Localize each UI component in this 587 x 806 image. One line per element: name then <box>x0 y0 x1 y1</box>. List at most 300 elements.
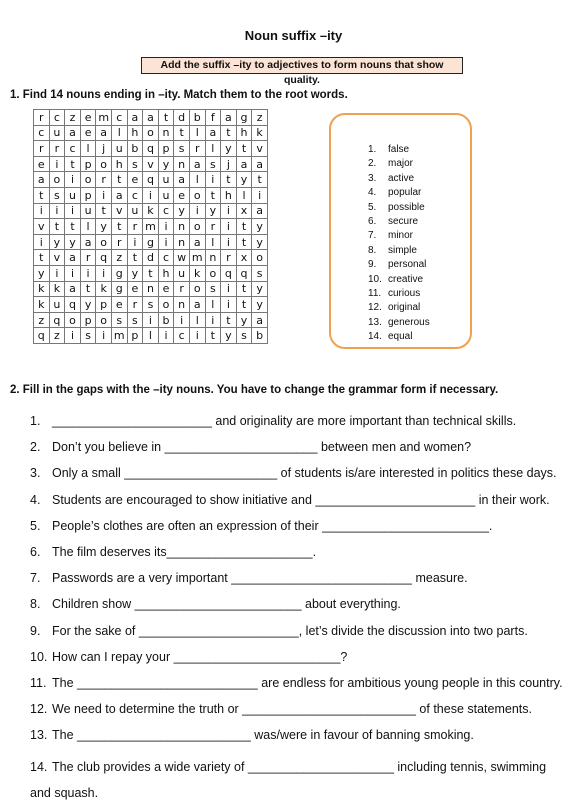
grid-cell[interactable]: b <box>189 110 205 126</box>
grid-row <box>34 172 268 188</box>
grid-cell[interactable]: q <box>34 328 50 344</box>
grid-cell[interactable]: w <box>174 250 190 266</box>
grid-cell[interactable]: k <box>34 281 50 297</box>
grid-cell[interactable]: l <box>236 187 252 203</box>
grid-cell[interactable]: y <box>236 312 252 328</box>
root-word-item <box>368 301 430 315</box>
grid-cell[interactable]: l <box>80 219 96 235</box>
grid-cell[interactable]: l <box>189 172 205 188</box>
grid-cell[interactable]: a <box>252 203 268 219</box>
grid-cell[interactable]: i <box>189 328 205 344</box>
grid-cell[interactable]: l <box>205 234 221 250</box>
grid-cell[interactable]: o <box>189 219 205 235</box>
grid-cell[interactable]: a <box>236 156 252 172</box>
root-word-item <box>368 143 430 157</box>
root-word-item <box>368 244 430 258</box>
root-word-item <box>368 201 430 215</box>
grid-cell[interactable]: u <box>65 187 81 203</box>
grid-cell[interactable]: y <box>49 234 65 250</box>
root-word-text: curious <box>388 288 421 300</box>
root-word-item <box>368 172 430 186</box>
grid-cell[interactable]: h <box>127 125 143 141</box>
grid-row <box>34 328 268 344</box>
grid-cell[interactable]: y <box>221 141 237 157</box>
grid-cell[interactable]: r <box>34 110 50 126</box>
grid-cell[interactable]: c <box>65 141 81 157</box>
sentence-number: 11. <box>30 675 47 690</box>
grid-cell[interactable]: i <box>127 234 143 250</box>
sentence-number: 6. <box>30 544 41 559</box>
grid-cell[interactable]: y <box>174 203 190 219</box>
grid-cell[interactable]: r <box>205 219 221 235</box>
grid-cell[interactable]: q <box>49 312 65 328</box>
grid-cell[interactable]: a <box>252 312 268 328</box>
gap-sentence <box>30 650 570 676</box>
grid-cell[interactable]: q <box>96 250 112 266</box>
root-word-number: 9. <box>368 259 377 271</box>
grid-cell[interactable]: b <box>127 141 143 157</box>
gap-sentence <box>30 519 570 545</box>
grid-cell[interactable]: n <box>205 250 221 266</box>
root-word-number: 10. <box>368 273 382 285</box>
grid-cell[interactable]: i <box>80 265 96 281</box>
gap-fill-list <box>30 414 570 806</box>
grid-cell[interactable]: i <box>158 234 174 250</box>
grid-cell[interactable]: o <box>65 312 81 328</box>
grid-cell[interactable]: l <box>189 312 205 328</box>
grid-cell[interactable]: o <box>80 172 96 188</box>
grid-cell[interactable]: i <box>221 281 237 297</box>
grid-cell[interactable]: f <box>205 110 221 126</box>
grid-cell[interactable]: i <box>158 219 174 235</box>
grid-cell[interactable]: s <box>49 187 65 203</box>
grid-cell[interactable]: i <box>65 265 81 281</box>
grid-cell[interactable]: i <box>221 219 237 235</box>
grid-cell[interactable]: v <box>34 219 50 235</box>
grid-cell[interactable]: p <box>127 328 143 344</box>
grid-cell[interactable]: i <box>96 328 112 344</box>
grid-cell[interactable]: t <box>221 312 237 328</box>
grid-cell[interactable]: g <box>236 110 252 126</box>
grid-cell[interactable]: k <box>143 203 159 219</box>
grid-cell[interactable]: s <box>127 312 143 328</box>
grid-cell[interactable]: l <box>80 141 96 157</box>
grid-cell[interactable]: o <box>96 234 112 250</box>
grid-cell[interactable]: a <box>127 110 143 126</box>
grid-cell[interactable]: z <box>65 110 81 126</box>
sentence-number: 2. <box>30 440 41 455</box>
root-word-number: 12. <box>368 302 382 314</box>
grid-cell[interactable]: t <box>252 172 268 188</box>
grid-cell[interactable]: q <box>221 265 237 281</box>
grid-cell[interactable]: y <box>236 172 252 188</box>
root-word-text: simple <box>388 244 417 256</box>
root-words-list <box>368 143 430 345</box>
grid-cell[interactable]: y <box>127 265 143 281</box>
grid-cell[interactable]: i <box>65 172 81 188</box>
grid-cell[interactable]: b <box>158 312 174 328</box>
grid-row <box>34 219 268 235</box>
grid-cell[interactable]: j <box>221 156 237 172</box>
grid-cell[interactable]: r <box>96 172 112 188</box>
grid-cell[interactable]: v <box>49 250 65 266</box>
grid-cell[interactable]: e <box>111 297 127 313</box>
grid-cell[interactable]: r <box>174 281 190 297</box>
grid-cell[interactable]: i <box>158 328 174 344</box>
grid-cell[interactable]: e <box>80 125 96 141</box>
grid-cell[interactable]: t <box>111 219 127 235</box>
grid-cell[interactable]: a <box>189 234 205 250</box>
grid-cell[interactable]: i <box>96 265 112 281</box>
grid-cell[interactable]: t <box>236 297 252 313</box>
grid-cell[interactable]: u <box>80 203 96 219</box>
grid-cell[interactable]: y <box>221 328 237 344</box>
grid-cell[interactable]: t <box>65 219 81 235</box>
grid-cell[interactable]: z <box>111 250 127 266</box>
grid-cell[interactable]: r <box>189 141 205 157</box>
root-word-number: 13. <box>368 316 382 328</box>
sentence-text: Only a small ______________________ of students is/are interested in politics these days. <box>52 466 557 481</box>
grid-cell[interactable]: o <box>96 156 112 172</box>
grid-cell[interactable]: i <box>221 297 237 313</box>
grid-cell[interactable]: s <box>205 281 221 297</box>
grid-cell[interactable]: o <box>189 281 205 297</box>
grid-cell[interactable]: n <box>174 156 190 172</box>
grid-cell[interactable]: s <box>127 156 143 172</box>
grid-cell[interactable]: p <box>80 312 96 328</box>
sentence-number: 8. <box>30 597 41 612</box>
grid-cell[interactable]: n <box>158 125 174 141</box>
grid-cell[interactable]: z <box>34 312 50 328</box>
grid-cell[interactable]: p <box>96 297 112 313</box>
grid-cell[interactable]: c <box>174 328 190 344</box>
grid-cell[interactable]: o <box>143 125 159 141</box>
grid-cell[interactable]: q <box>143 141 159 157</box>
grid-cell[interactable]: r <box>111 234 127 250</box>
grid-cell[interactable]: j <box>96 141 112 157</box>
grid-cell[interactable]: x <box>236 203 252 219</box>
grid-cell[interactable]: v <box>143 156 159 172</box>
grid-cell[interactable]: i <box>34 234 50 250</box>
grid-cell[interactable]: q <box>143 172 159 188</box>
grid-cell[interactable]: h <box>111 156 127 172</box>
grid-row <box>34 250 268 266</box>
grid-cell[interactable]: a <box>221 110 237 126</box>
sentence-text: People’s clothes are often an expression of their ________________________. <box>52 518 493 533</box>
grid-cell[interactable]: r <box>80 250 96 266</box>
root-word-text: popular <box>388 187 422 199</box>
grid-cell[interactable]: t <box>158 110 174 126</box>
root-word-text: original <box>388 302 421 314</box>
grid-cell[interactable]: s <box>143 297 159 313</box>
grid-cell[interactable]: s <box>111 312 127 328</box>
grid-cell[interactable]: q <box>65 297 81 313</box>
grid-cell[interactable]: c <box>34 125 50 141</box>
sentence-text: The film deserves its_____________________. <box>52 544 317 559</box>
grid-cell[interactable]: n <box>174 219 190 235</box>
grid-cell[interactable]: v <box>111 203 127 219</box>
grid-cell[interactable]: t <box>221 172 237 188</box>
grid-cell[interactable]: n <box>174 297 190 313</box>
root-word-number: 4. <box>368 187 377 199</box>
grid-cell[interactable]: t <box>143 265 159 281</box>
grid-cell[interactable]: i <box>189 203 205 219</box>
grid-cell[interactable]: h <box>221 187 237 203</box>
grid-cell[interactable]: a <box>65 250 81 266</box>
grid-cell[interactable]: i <box>65 203 81 219</box>
grid-cell[interactable]: m <box>189 250 205 266</box>
gap-sentence <box>30 702 570 728</box>
grid-cell[interactable]: g <box>111 281 127 297</box>
grid-cell[interactable]: i <box>49 265 65 281</box>
grid-cell[interactable]: y <box>65 234 81 250</box>
grid-cell[interactable]: b <box>252 328 268 344</box>
grid-cell[interactable]: o <box>158 297 174 313</box>
grid-cell[interactable]: t <box>221 125 237 141</box>
grid-cell[interactable]: s <box>80 328 96 344</box>
grid-cell[interactable]: a <box>174 172 190 188</box>
section1-heading: 1. Find 14 nouns ending in –ity. Match them to the root words. <box>10 89 348 101</box>
grid-cell[interactable]: y <box>252 281 268 297</box>
root-word-number: 1. <box>368 144 377 155</box>
grid-cell[interactable]: z <box>252 110 268 126</box>
grid-cell[interactable]: u <box>49 125 65 141</box>
root-word-text: false <box>388 144 410 155</box>
grid-cell[interactable]: u <box>174 265 190 281</box>
sentence-number: 9. <box>30 623 41 638</box>
grid-cell[interactable]: o <box>49 172 65 188</box>
grid-cell[interactable]: u <box>127 203 143 219</box>
root-word-item <box>368 258 430 272</box>
grid-cell[interactable]: m <box>96 110 112 126</box>
grid-cell[interactable]: y <box>34 265 50 281</box>
grid-cell[interactable]: i <box>34 203 50 219</box>
grid-cell[interactable]: p <box>158 141 174 157</box>
gap-sentence <box>30 571 570 597</box>
grid-cell[interactable]: a <box>80 234 96 250</box>
grid-cell[interactable]: h <box>158 265 174 281</box>
sentence-number: 7. <box>30 571 41 586</box>
grid-cell[interactable]: e <box>174 187 190 203</box>
grid-cell[interactable]: k <box>49 281 65 297</box>
grid-cell[interactable]: r <box>221 250 237 266</box>
grid-cell[interactable]: z <box>49 328 65 344</box>
grid-cell[interactable]: a <box>96 125 112 141</box>
gap-sentence <box>30 545 570 571</box>
grid-cell[interactable]: c <box>49 110 65 126</box>
grid-cell[interactable]: c <box>127 187 143 203</box>
grid-row <box>34 297 268 313</box>
sentence-text: _______________________ and originality are more important than technical skills. <box>52 414 517 428</box>
grid-cell[interactable]: c <box>158 203 174 219</box>
root-word-text: generous <box>388 316 430 328</box>
sentence-text: The _________________________ was/were in favour of banning smoking. <box>52 728 474 743</box>
root-word-number: 6. <box>368 216 377 228</box>
grid-cell[interactable]: i <box>252 187 268 203</box>
grid-cell[interactable]: i <box>49 203 65 219</box>
grid-cell[interactable]: a <box>189 156 205 172</box>
grid-cell[interactable]: r <box>34 141 50 157</box>
grid-cell[interactable]: v <box>252 141 268 157</box>
grid-cell[interactable]: e <box>127 281 143 297</box>
grid-row <box>34 110 268 126</box>
grid-cell[interactable]: i <box>221 234 237 250</box>
sentence-text: We need to determine the truth or _________________________ of these statements. <box>52 702 532 717</box>
grid-cell[interactable]: r <box>49 141 65 157</box>
grid-cell[interactable]: e <box>34 156 50 172</box>
grid-cell[interactable]: t <box>174 125 190 141</box>
grid-cell[interactable]: i <box>65 328 81 344</box>
grid-cell[interactable]: q <box>236 265 252 281</box>
sentence-number: 13. <box>30 728 48 743</box>
grid-cell[interactable]: t <box>127 250 143 266</box>
grid-cell[interactable]: l <box>111 125 127 141</box>
grid-cell[interactable]: y <box>96 219 112 235</box>
grid-cell[interactable]: i <box>221 203 237 219</box>
grid-cell[interactable]: p <box>80 156 96 172</box>
grid-cell[interactable]: i <box>49 156 65 172</box>
instruction-box: Add the suffix –ity to adjectives to form nouns that show quality. <box>141 57 463 74</box>
grid-cell[interactable]: t <box>111 172 127 188</box>
root-word-number: 14. <box>368 331 382 343</box>
grid-cell[interactable]: i <box>143 312 159 328</box>
grid-cell[interactable]: t <box>49 219 65 235</box>
gap-sentence <box>30 754 570 806</box>
root-word-item <box>368 186 430 200</box>
grid-cell[interactable]: r <box>127 297 143 313</box>
gap-sentence <box>30 414 570 440</box>
grid-cell[interactable]: d <box>143 250 159 266</box>
grid-cell[interactable]: t <box>236 281 252 297</box>
grid-cell[interactable]: u <box>158 187 174 203</box>
grid-cell[interactable]: n <box>143 281 159 297</box>
grid-cell[interactable]: k <box>189 265 205 281</box>
grid-cell[interactable]: m <box>143 219 159 235</box>
grid-cell[interactable]: i <box>96 187 112 203</box>
grid-cell[interactable]: x <box>236 250 252 266</box>
grid-cell[interactable]: l <box>143 328 159 344</box>
grid-cell[interactable]: t <box>34 250 50 266</box>
grid-cell[interactable]: g <box>143 234 159 250</box>
sentence-number: 4. <box>30 492 41 507</box>
grid-cell[interactable]: a <box>143 110 159 126</box>
grid-cell[interactable]: r <box>127 219 143 235</box>
grid-cell[interactable]: y <box>252 219 268 235</box>
grid-cell[interactable]: y <box>252 297 268 313</box>
sentence-text: The club provides a wide variety of _____________________ including tennis, swimming and squash. <box>30 760 547 801</box>
grid-cell[interactable]: a <box>252 156 268 172</box>
grid-cell[interactable]: a <box>65 125 81 141</box>
grid-row <box>34 312 268 328</box>
grid-cell[interactable]: a <box>189 297 205 313</box>
grid-cell[interactable]: a <box>111 187 127 203</box>
grid-cell[interactable]: a <box>65 281 81 297</box>
grid-cell[interactable]: m <box>111 328 127 344</box>
grid-cell[interactable]: t <box>236 141 252 157</box>
grid-cell[interactable]: o <box>96 312 112 328</box>
grid-cell[interactable]: c <box>111 110 127 126</box>
root-word-number: 7. <box>368 230 377 242</box>
grid-cell[interactable]: t <box>80 281 96 297</box>
grid-cell[interactable]: a <box>205 125 221 141</box>
word-search-grid <box>33 109 268 344</box>
grid-cell[interactable]: u <box>111 141 127 157</box>
grid-cell[interactable]: k <box>34 297 50 313</box>
grid-cell[interactable]: i <box>143 187 159 203</box>
gap-sentence <box>30 728 570 754</box>
grid-cell[interactable]: e <box>127 172 143 188</box>
grid-cell[interactable]: y <box>252 234 268 250</box>
sentence-text: Don’t you believe in ______________________ between men and women? <box>52 440 472 455</box>
grid-cell[interactable]: t <box>65 156 81 172</box>
grid-row <box>34 125 268 141</box>
grid-row <box>34 234 268 250</box>
grid-cell[interactable]: o <box>205 265 221 281</box>
grid-cell[interactable]: y <box>205 203 221 219</box>
grid-cell[interactable]: l <box>205 141 221 157</box>
sentence-number: 14. <box>30 760 48 775</box>
grid-cell[interactable]: l <box>205 297 221 313</box>
grid-cell[interactable]: s <box>174 141 190 157</box>
grid-cell[interactable]: i <box>205 312 221 328</box>
gap-sentence <box>30 466 570 492</box>
grid-cell[interactable]: t <box>205 328 221 344</box>
sentence-number: 3. <box>30 466 41 481</box>
grid-cell[interactable]: y <box>80 297 96 313</box>
grid-cell[interactable]: d <box>174 110 190 126</box>
grid-cell[interactable]: k <box>96 281 112 297</box>
grid-cell[interactable]: t <box>34 187 50 203</box>
root-word-text: active <box>388 172 415 184</box>
grid-cell[interactable]: t <box>205 187 221 203</box>
grid-cell[interactable]: k <box>252 125 268 141</box>
root-word-text: major <box>388 158 414 170</box>
grid-cell[interactable]: u <box>158 172 174 188</box>
grid-cell[interactable]: s <box>236 328 252 344</box>
grid-cell[interactable]: e <box>80 110 96 126</box>
grid-cell[interactable]: c <box>158 250 174 266</box>
grid-cell[interactable]: t <box>236 219 252 235</box>
grid-cell[interactable]: h <box>236 125 252 141</box>
root-word-text: personal <box>388 259 427 271</box>
root-word-item <box>368 316 430 330</box>
grid-cell[interactable]: o <box>252 250 268 266</box>
grid-cell[interactable]: i <box>174 312 190 328</box>
grid-cell[interactable]: n <box>174 234 190 250</box>
grid-cell[interactable]: g <box>111 265 127 281</box>
grid-cell[interactable]: l <box>189 125 205 141</box>
sentence-text: Children show ________________________ about everything. <box>52 597 401 612</box>
sentence-text: The __________________________ are endless for ambitious young people in this country. <box>52 675 563 690</box>
root-word-number: 8. <box>368 244 377 256</box>
sentence-text: Students are encouraged to show initiative and _______________________ in their work. <box>52 492 550 507</box>
sentence-number: 1. <box>30 414 41 428</box>
grid-cell[interactable]: u <box>49 297 65 313</box>
grid-cell[interactable]: t <box>236 234 252 250</box>
grid-cell[interactable]: a <box>34 172 50 188</box>
grid-cell[interactable]: e <box>158 281 174 297</box>
grid-cell[interactable]: s <box>252 265 268 281</box>
page-title: Noun suffix –ity <box>244 28 343 43</box>
root-word-item <box>368 157 430 171</box>
grid-cell[interactable]: y <box>158 156 174 172</box>
grid-cell[interactable]: t <box>96 203 112 219</box>
grid-cell[interactable]: p <box>80 187 96 203</box>
grid-cell[interactable]: o <box>189 187 205 203</box>
grid-cell[interactable]: i <box>205 172 221 188</box>
sentence-number: 5. <box>30 518 41 533</box>
grid-cell[interactable]: s <box>205 156 221 172</box>
